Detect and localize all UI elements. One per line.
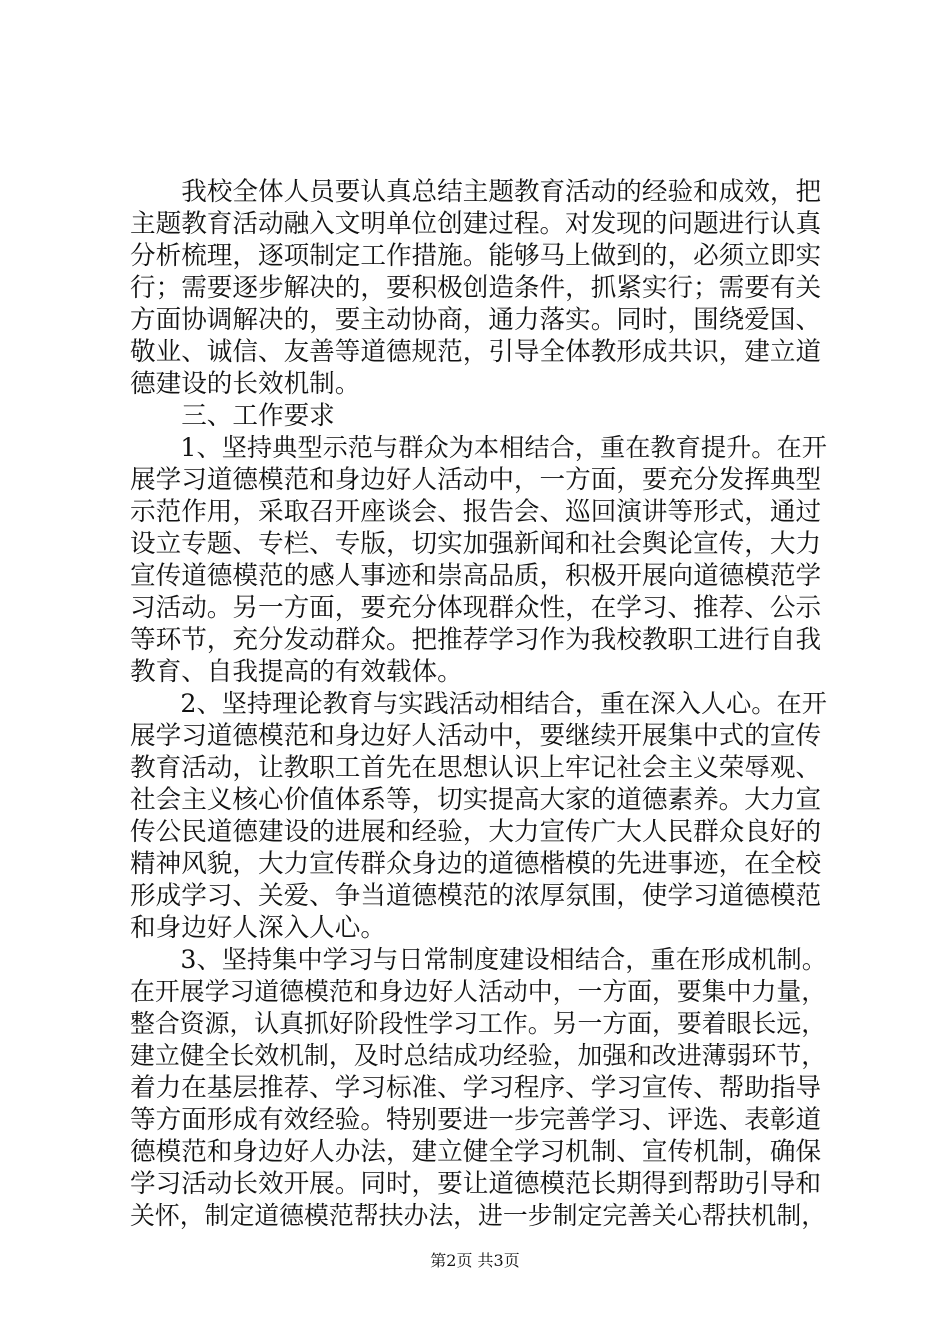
text-line: 2、坚持理论教育与实践活动相结合，重在深入人心。在开 xyxy=(130,689,827,718)
text-line: 展学习道德模范和身边好人活动中，要继续开展集中式的宣传 xyxy=(130,721,822,751)
text-line: 1、坚持典型示范与群众为本相结合，重在教育提升。在开 xyxy=(130,433,827,462)
text-line: 等方面形成有效经验。特别要进一步完善学习、评选、表彰道 xyxy=(130,1105,822,1135)
text-line: 展学习道德模范和身边好人活动中，一方面，要充分发挥典型 xyxy=(130,465,822,495)
text-line: 关怀，制定道德模范帮扶办法，进一步制定完善关心帮扶机制， xyxy=(130,1201,827,1230)
page-footer: 第2页 共3页 xyxy=(430,1251,520,1270)
document-body xyxy=(130,176,830,1232)
text-line: 3、坚持集中学习与日常制度建设相结合，重在形成机制。 xyxy=(130,945,827,974)
text-line: 社会主义核心价值体系等，切实提高大家的道德素养。大力宣 xyxy=(130,785,822,815)
section-heading: 三、工作要求 xyxy=(130,401,335,431)
text-line: 教育、自我提高的有效载体。 xyxy=(130,657,463,687)
text-line: 着力在基层推荐、学习标准、学习程序、学习宣传、帮助指导 xyxy=(130,1073,822,1103)
text-line: 德建设的长效机制。 xyxy=(130,369,361,399)
text-line: 设立专题、专栏、专版，切实加强新闻和社会舆论宣传，大力 xyxy=(130,529,822,559)
text-line: 整合资源，认真抓好阶段性学习工作。另一方面，要着眼长远， xyxy=(130,1009,827,1038)
text-line: 分析梳理，逐项制定工作措施。能够马上做到的，必须立即实 xyxy=(130,241,822,271)
text-line: 和身边好人深入人心。 xyxy=(130,913,386,943)
text-line: 我校全体人员要认真总结主题教育活动的经验和成效，把 xyxy=(130,177,822,207)
text-line: 行；需要逐步解决的，要积极创造条件，抓紧实行；需要有关 xyxy=(130,273,822,303)
text-line: 敬业、诚信、友善等道德规范，引导全体教形成共识，建立道 xyxy=(130,337,822,367)
text-line: 方面协调解决的，要主动协商，通力落实。同时，围绕爱国、 xyxy=(130,305,822,335)
text-line: 学习活动长效开展。同时，要让道德模范长期得到帮助引导和 xyxy=(130,1169,822,1199)
text-line: 传公民道德建设的进展和经验，大力宣传广大人民群众良好的 xyxy=(130,817,822,847)
text-line: 示范作用，采取召开座谈会、报告会、巡回演讲等形式，通过 xyxy=(130,497,822,527)
text-line: 建立健全长效机制，及时总结成功经验，加强和改进薄弱环节， xyxy=(130,1041,827,1070)
text-line: 主题教育活动融入文明单位创建过程。对发现的问题进行认真 xyxy=(130,209,822,239)
text-line: 等环节，充分发动群众。把推荐学习作为我校教职工进行自我 xyxy=(130,625,822,655)
text-line: 德模范和身边好人办法，建立健全学习机制、宣传机制，确保 xyxy=(130,1137,822,1167)
text-line: 宣传道德模范的感人事迹和崇高品质，积极开展向道德模范学 xyxy=(130,561,822,591)
text-line: 教育活动，让教职工首先在思想认识上牢记社会主义荣辱观、 xyxy=(130,753,822,783)
text-line: 形成学习、关爱、争当道德模范的浓厚氛围，使学习道德模范 xyxy=(130,881,822,911)
text-line: 在开展学习道德模范和身边好人活动中，一方面，要集中力量， xyxy=(130,977,827,1006)
text-line: 习活动。另一方面，要充分体现群众性，在学习、推荐、公示 xyxy=(130,593,822,623)
text-line: 精神风貌，大力宣传群众身边的道德楷模的先进事迹，在全校 xyxy=(130,849,822,879)
